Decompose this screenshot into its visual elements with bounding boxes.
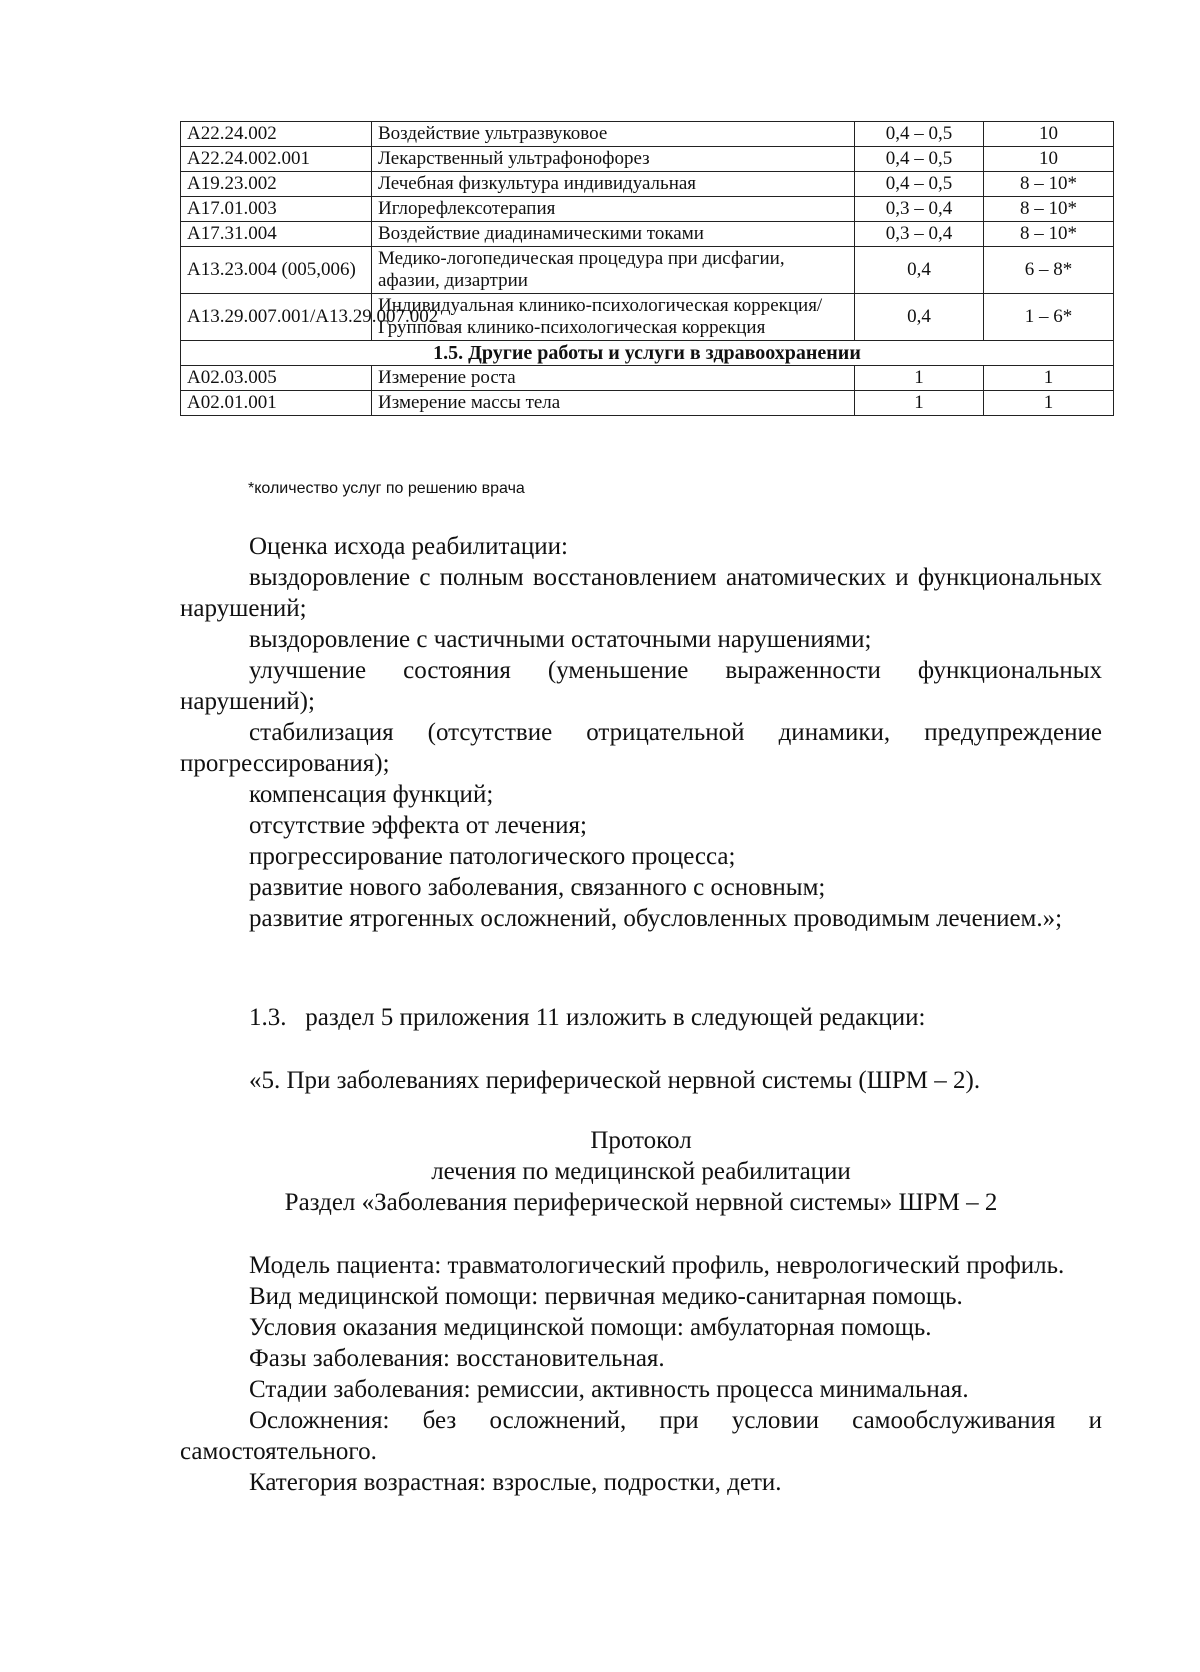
table-row [181, 294, 1114, 341]
model-item: Категория возрастная: взрослые, подростки, дети. [249, 1469, 782, 1496]
frequency-cell: 0,4 – 0,5 [855, 122, 984, 147]
code-cell: A13.23.004 (005,006) [181, 247, 372, 294]
table-row [181, 247, 1114, 294]
name-cell: Измерение роста [372, 366, 855, 391]
model-item: Осложнения: без осложнений, при условии самообслуживания и самостоятельного. [180, 1407, 1102, 1465]
multiplicity-cell: 8 – 10* [984, 222, 1114, 247]
frequency-cell: 0,3 – 0,4 [855, 222, 984, 247]
model-item: Стадии заболевания: ремиссии, активность процесса минимальная. [249, 1376, 969, 1403]
amendment-clause [180, 1002, 1102, 1033]
frequency-cell: 0,4 [855, 294, 984, 341]
multiplicity-cell: 8 – 10* [984, 197, 1114, 222]
table-row [181, 391, 1114, 416]
protocol-heading [180, 1125, 1102, 1218]
section5-text: «5. При заболеваниях периферической нервной системы (ШРМ – 2). [249, 1067, 981, 1094]
section-title: 1.5. Другие работы и услуги в здравоохранении [181, 341, 1114, 366]
outcome-block [180, 531, 1102, 934]
table-row [181, 222, 1114, 247]
table-row [181, 172, 1114, 197]
frequency-cell: 0,4 [855, 247, 984, 294]
multiplicity-cell: 1 [984, 391, 1114, 416]
multiplicity-cell: 1 – 6* [984, 294, 1114, 341]
name-cell: Индивидуальная клинико-психологическая коррекция/Групповая клинико-психологическая коррекция [372, 294, 855, 341]
name-cell: Воздействие ультразвуковое [372, 122, 855, 147]
model-item: Фазы заболевания: восстановительная. [249, 1345, 665, 1372]
outcome-item: компенсация функций; [249, 781, 494, 808]
protocol-subtitle: лечения по медицинской реабилитации [431, 1158, 851, 1185]
frequency-cell: 1 [855, 391, 984, 416]
table-row [181, 147, 1114, 172]
protocol-title: Протокол [590, 1127, 692, 1154]
code-cell: A17.01.003 [181, 197, 372, 222]
outcome-item: выздоровление с полным восстановлением анатомических и функциональных нарушений; [180, 564, 1102, 622]
code-cell: A02.03.005 [181, 366, 372, 391]
services-table [180, 121, 1114, 416]
model-item: Модель пациента: травматологический профиль, неврологический профиль. [249, 1252, 1065, 1279]
section5-heading [180, 1065, 1102, 1096]
name-cell: Лечебная физкультура индивидуальная [372, 172, 855, 197]
code-cell: A13.29.007.001/A13.29.007.002 [181, 294, 372, 341]
code-cell: A17.31.004 [181, 222, 372, 247]
protocol-section: Раздел «Заболевания периферической нервной системы» ШРМ – 2 [284, 1189, 998, 1216]
outcome-item: развитие ятрогенных осложнений, обусловленных проводимым лечением.»; [249, 905, 1063, 932]
name-cell: Иглорефлексотерапия [372, 197, 855, 222]
table-row [181, 197, 1114, 222]
name-cell: Воздействие диадинамическими токами [372, 222, 855, 247]
name-cell: Лекарственный ультрафонофорез [372, 147, 855, 172]
multiplicity-cell: 6 – 8* [984, 247, 1114, 294]
multiplicity-cell: 10 [984, 122, 1114, 147]
model-item: Вид медицинской помощи: первичная медико-санитарная помощь. [249, 1283, 963, 1310]
table-row [181, 366, 1114, 391]
code-cell: A02.01.001 [181, 391, 372, 416]
frequency-cell: 0,4 – 0,5 [855, 147, 984, 172]
frequency-cell: 0,3 – 0,4 [855, 197, 984, 222]
outcome-item: стабилизация (отсутствие отрицательной динамики, предупреждение прогрессирования); [180, 719, 1102, 777]
clause-text: 1.3. раздел 5 приложения 11 изложить в следующей редакции: [249, 1004, 926, 1031]
patient-model-block [180, 1250, 1102, 1498]
outcome-item: улучшение состояния (уменьшение выраженности функциональных нарушений); [180, 657, 1102, 715]
multiplicity-cell: 1 [984, 366, 1114, 391]
table-section-row [181, 341, 1114, 366]
multiplicity-cell: 10 [984, 147, 1114, 172]
code-cell: A19.23.002 [181, 172, 372, 197]
outcome-item: прогрессирование патологического процесса; [249, 843, 736, 870]
frequency-cell: 1 [855, 366, 984, 391]
code-cell: A22.24.002 [181, 122, 372, 147]
outcome-heading: Оценка исхода реабилитации: [249, 533, 568, 560]
outcome-item: развитие нового заболевания, связанного с основным; [249, 874, 826, 901]
model-item: Условия оказания медицинской помощи: амбулаторная помощь. [249, 1314, 932, 1341]
name-cell: Измерение массы тела [372, 391, 855, 416]
table-row [181, 122, 1114, 147]
code-cell: A22.24.002.001 [181, 147, 372, 172]
table-footnote: *количество услуг по решению врача [248, 480, 525, 497]
multiplicity-cell: 8 – 10* [984, 172, 1114, 197]
name-cell: Медико-логопедическая процедура при дисфагии, афазии, дизартрии [372, 247, 855, 294]
outcome-item: отсутствие эффекта от лечения; [249, 812, 587, 839]
frequency-cell: 0,4 – 0,5 [855, 172, 984, 197]
outcome-item: выздоровление с частичными остаточными нарушениями; [249, 626, 872, 653]
